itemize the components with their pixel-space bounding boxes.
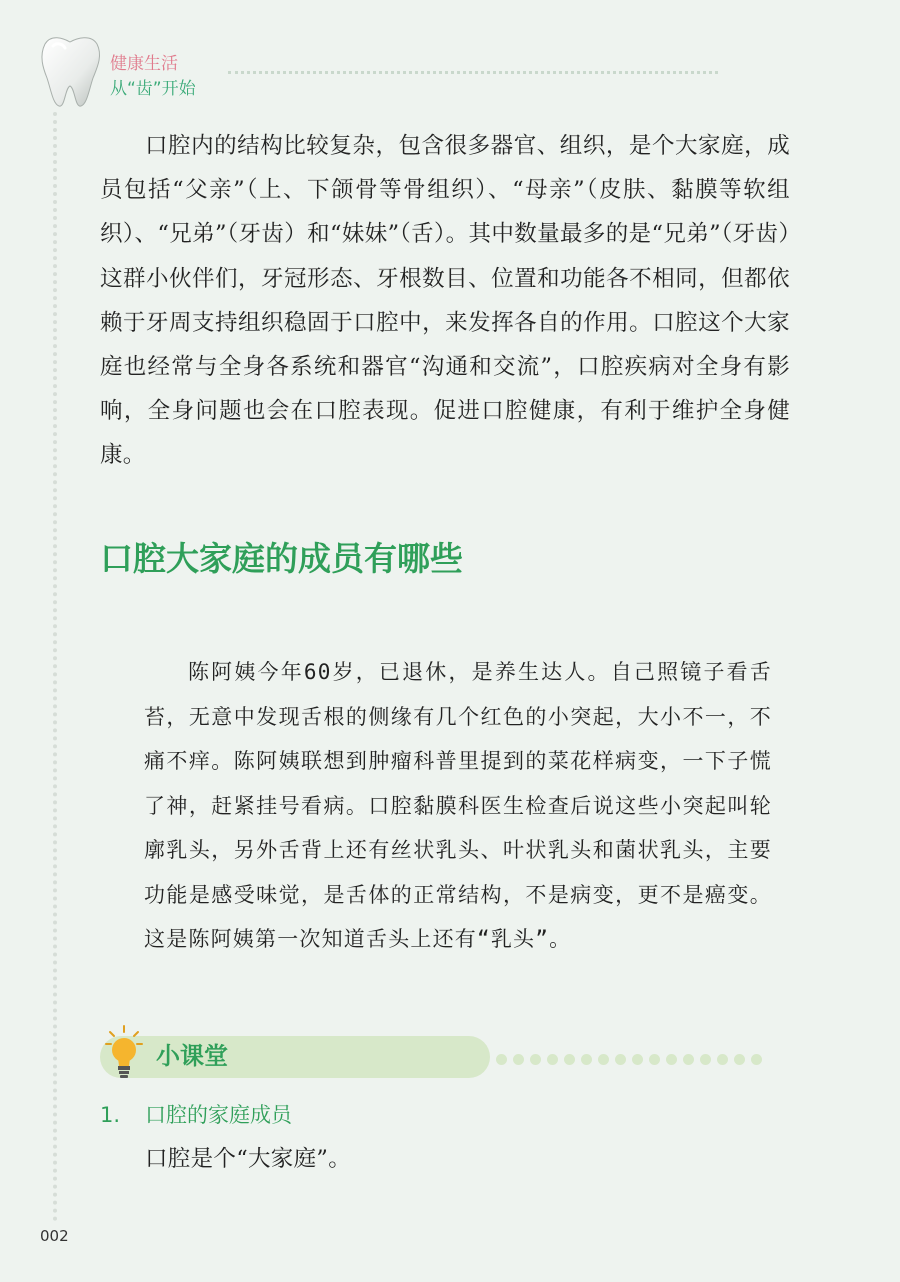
case-story-paragraph: 陈阿姨今年60岁，已退休，是养生达人。自己照镜子看舌苔，无意中发现舌根的侧缘有几个红色的小突起，大小不一，不痛不痒。陈阿姨联想到肿瘤科普里提到的菜花样病变，一下子慌了神，赶紧挂号看病。口腔黏膜科医生检查后说这些小突起叫轮廓乳头，另外舌背上还有丝状乳头、叶状乳头和菌状乳头，主要功能是感受味觉，是舌体的正常结构，不是病变，更不是癌变。这是陈阿姨第一次知道舌头上还有“乳头”。 bbox=[144, 660, 772, 951]
book-subtitle: 从“齿”开始 bbox=[110, 79, 196, 99]
lightbulb-icon bbox=[104, 1024, 144, 1082]
section-heading: 口腔大家庭的成员有哪些 bbox=[100, 539, 463, 578]
intro-paragraph: 口腔内的结构比较复杂，包含很多器官、组织，是个大家庭，成员包括“父亲”（上、下颌骨等骨组织）、“母亲”（皮肤、黏膜等软组织）、“兄弟”（牙齿）和“妹妹”（舌）。其中数量最多的是“兄弟”（牙齿）这群小伙伴们，牙冠形态、牙根数目、位置和功能各不相同，但都依赖于牙周支持组织稳固于口腔中，来发挥各自的作用。口腔这个大家庭也经常与全身各系统和器官“沟通和交流”，口腔疾病对全身有影响，全身问题也会在口腔表现。促进口腔健康，有利于维护全身健康。 bbox=[100, 133, 790, 469]
banner-dots bbox=[496, 1050, 768, 1069]
page-number: 002 bbox=[40, 1227, 69, 1245]
list-item-number: 1. bbox=[100, 1103, 121, 1127]
tooth-icon bbox=[37, 34, 103, 108]
list-item-title: 口腔的家庭成员 bbox=[145, 1103, 292, 1127]
header-dotted-line bbox=[228, 71, 718, 74]
book-title: 健康生活 bbox=[110, 54, 178, 74]
list-item-body: 口腔是个“大家庭”。 bbox=[145, 1146, 352, 1172]
margin-dotted-rule bbox=[53, 112, 57, 1222]
lesson-label: 小课堂 bbox=[156, 1042, 228, 1070]
